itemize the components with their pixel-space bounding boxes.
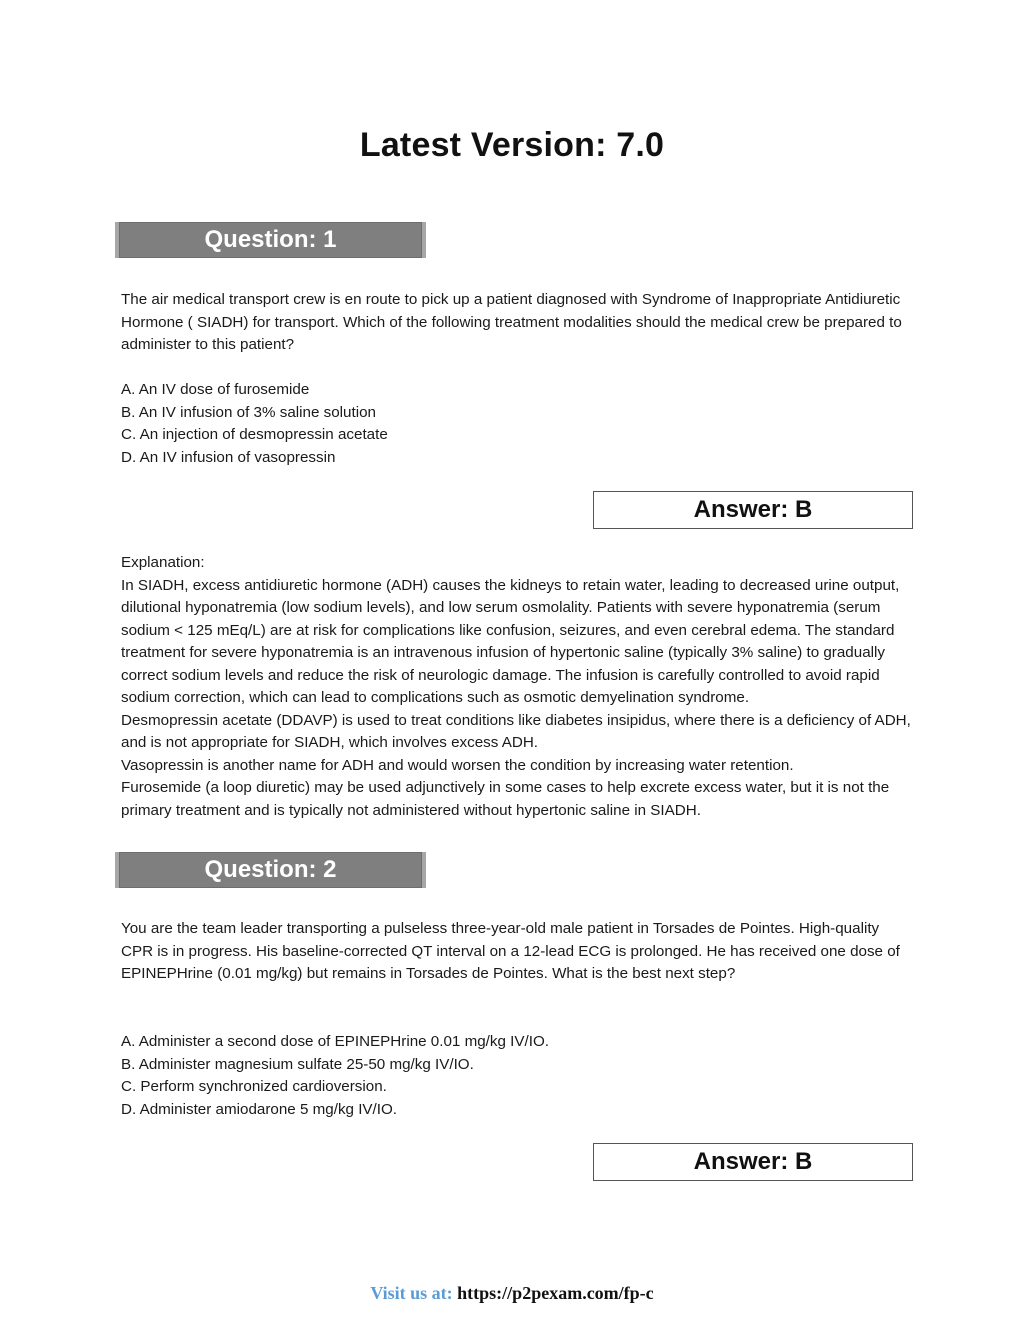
footer bbox=[0, 1283, 1024, 1304]
question-2-option-c: C. Perform synchronized cardioversion. bbox=[121, 1078, 387, 1095]
question-1-prompt bbox=[121, 289, 911, 357]
question-2-header-label: Question: 2 bbox=[204, 856, 337, 883]
question-2-option-d: D. Administer amiodarone 5 mg/kg IV/IO. bbox=[121, 1100, 398, 1118]
footer-prefix: Visit us at: bbox=[370, 1283, 458, 1303]
question-1-option-d: D. An IV infusion of vasopressin bbox=[121, 448, 336, 466]
question-1-explanation bbox=[121, 552, 911, 822]
question-2-answer-box bbox=[593, 1143, 913, 1181]
question-1-option-a: A. An IV dose of furosemide bbox=[121, 381, 310, 398]
explanation-paragraph-1: In SIADH, excess antidiuretic hormone (ADH) causes the kidneys to retain water, leading to decreased urine output, dilutional hyponatremia (low sodium levels), and low serum osmolality. Patients with severe hyponatremia (serum sodium < 125 mEq/L) are at risk for complications like confusion, seizures, and even cerebral edema. The standard treatment for severe hyponatremia is an intravenous infusion of hypertonic saline (typically 3% saline) to gradually correct sodium levels and reduce the risk of neurologic damage. The infusion is carefully controlled to avoid rapid sodium correction, which can lead to complications such as osmotic demyelination syndrome. bbox=[121, 576, 900, 706]
question-1-answer-box bbox=[593, 491, 913, 529]
question-1-header bbox=[115, 222, 426, 258]
explanation-paragraph-2: Desmopressin acetate (DDAVP) is used to treat conditions like diabetes insipidus, where there is a deficiency of ADH, and is not appropriate for SIADH, which involves excess ADH. bbox=[121, 711, 911, 751]
question-2-option-a: A. Administer a second dose of EPINEPHrine 0.01 mg/kg IV/IO. bbox=[121, 1033, 549, 1050]
explanation-paragraph-3: Vasopressin is another name for ADH and would worsen the condition by increasing water retention. bbox=[121, 756, 794, 774]
explanation-heading: Explanation: bbox=[121, 554, 205, 571]
question-1-option-b: B. An IV infusion of 3% saline solution bbox=[121, 403, 376, 421]
question-1-option-c: C. An injection of desmopressin acetate bbox=[121, 426, 388, 443]
question-1-options bbox=[121, 379, 911, 469]
question-2-option-b: B. Administer magnesium sulfate 25-50 mg/kg IV/IO. bbox=[121, 1055, 474, 1073]
question-1-prompt-text: The air medical transport crew is en route to pick up a patient diagnosed with Syndrome of Inappropriate Antidiuretic Hormone ( SIADH) for transport. Which of the following treatment modalities should the medical crew be prepared to administer to this patient? bbox=[121, 291, 902, 353]
question-2-prompt bbox=[121, 918, 911, 986]
explanation-paragraph-4: Furosemide (a loop diuretic) may be used adjunctively in some cases to help excrete excess water, but it is not the primary treatment and is typically not administered without hypertonic saline in SIADH. bbox=[121, 779, 890, 819]
question-2-header bbox=[115, 852, 426, 888]
question-2-answer: Answer: B bbox=[693, 1148, 813, 1175]
question-1-header-label: Question: 1 bbox=[204, 226, 337, 253]
question-2-prompt-text: You are the team leader transporting a pulseless three-year-old male patient in Torsades de Pointes. High-quality CPR is in progress. His baseline-corrected QT interval on a 12-lead ECG is prolonged. He has received one dose of EPINEPHrine (0.01 mg/kg) but remains in Torsades de Pointes. What is the best next step? bbox=[121, 920, 900, 982]
page-title: Latest Version: 7.0 bbox=[359, 126, 665, 164]
footer-link[interactable]: https://p2pexam.com/fp-c bbox=[457, 1283, 654, 1303]
question-2-options bbox=[121, 1031, 911, 1121]
question-1-answer: Answer: B bbox=[693, 496, 813, 523]
